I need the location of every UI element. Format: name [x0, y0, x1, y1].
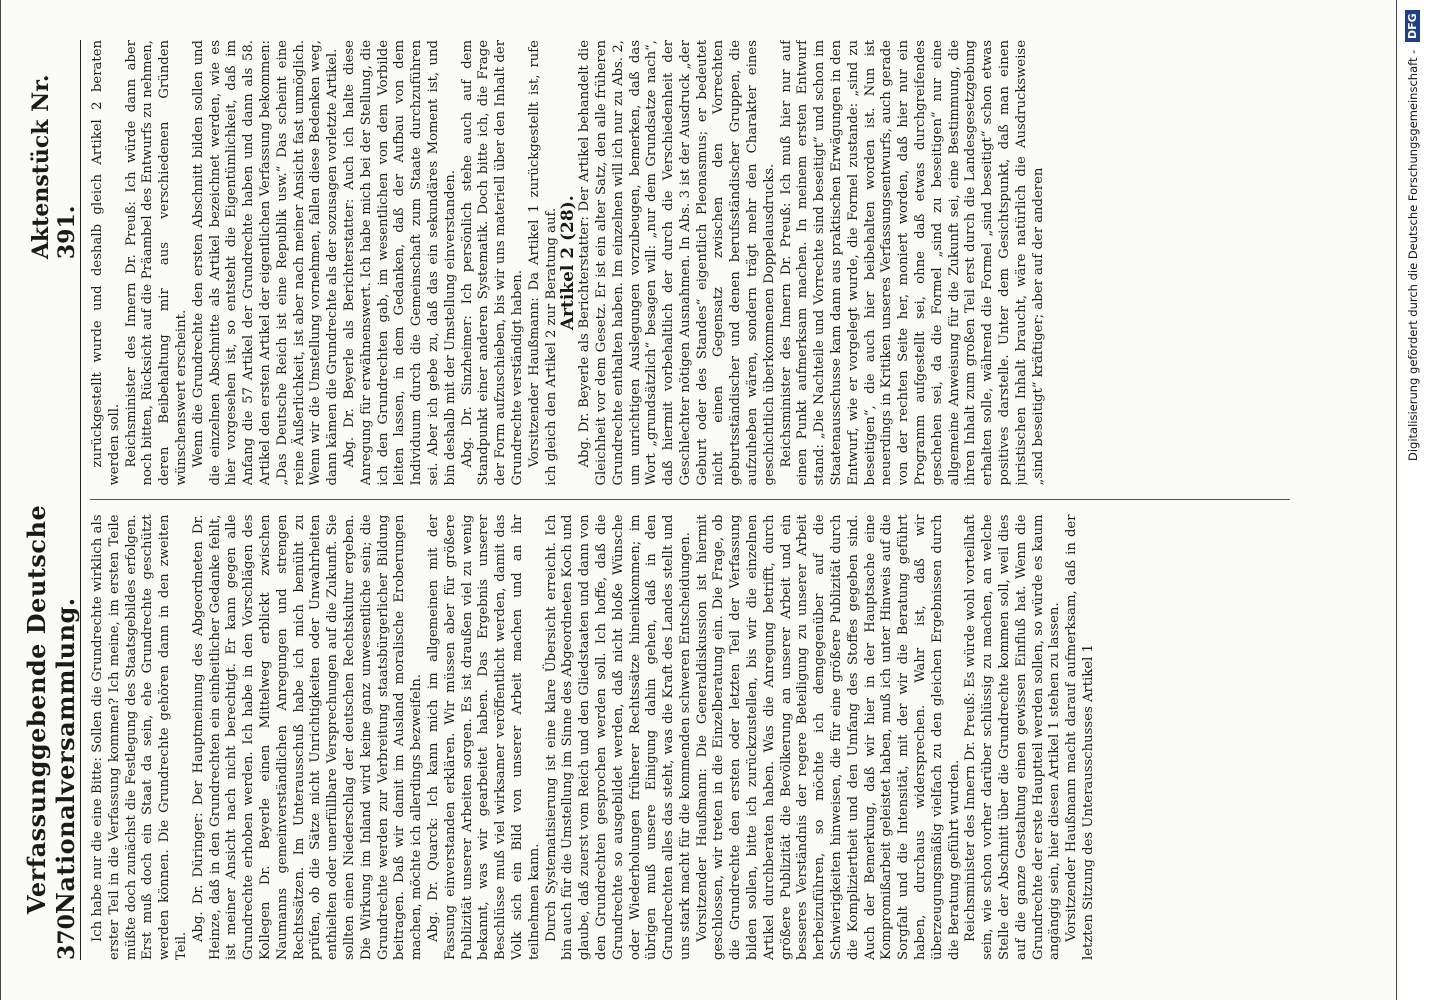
right-column — [90, 40, 1290, 486]
column-rule — [90, 500, 1290, 501]
right-column-top — [90, 40, 560, 486]
paragraph: Reichsminister des Innern Dr. Preuß: Ich würde dann aber noch bitten, Rücksicht auf die Präambel des Entwurfs zu nehmen, deren Beibehaltung mir aus verschiedenen Gründen wünschenswert erscheint. — [123, 40, 189, 486]
paragraph: Ich habe nur die eine Bitte: Sollen die Grundrechte wirklich als erster Teil in die Verfassung kommen? Ich meine, im ersten Teile müßte doch zunächst die Festlegung des Staatsgebildes erfolgen. Erst muß doch ein Staat da sein, ehe Grundrechte geschützt werden können. Die Grundrechte gehören dann in den zweiten Teil. — [90, 514, 189, 960]
funding-text: Digitalisierung gefördert durch die Deutsche Forschungsgemeinschaft - — [1406, 49, 1420, 461]
right-column-bottom — [577, 40, 1047, 486]
paragraph: Abg. Dr. Düringer: Der Hauptmeinung des Abgeordneten Dr. Heinze, daß in den Grundrechten ein einheitlicher Gedanke fehlt, ist meiner Ansicht nach nicht berechtigt. Er kann gegen alle Grundrechte erhoben werden. Ich habe in den Vorschlägen des Kollegen Dr. Beyerle einen Mittelweg erblickt zwischen Naumanns gemeinverständlichen Anregungen und strengen Rechtssätzen. Im Unterausschuß habe ich mich bemüht zu prüfen, ob die Sätze nicht Unrichtigkeiten oder Unwahrheiten enthielten oder unerfüllbare Versprechungen auf die Zukunft. Sie sollten einen Niederschlag der deutschen Rechtskultur ergeben. Die Wirkung im Inland wird keine ganz unwesentliche sein; die Grundrechte werden zur Verbreitung staatsbürgerlicher Bildung beitragen. Daß wir damit im Ausland moralische Eroberungen machen, möchte ich allerdings bezweifeln. — [190, 514, 425, 960]
paragraph: Durch Systematisierung ist eine klare Übersicht erreicht. Ich bin auch für die Umstellung im Sinne des Abgeordneten Koch und glaube, daß zuerst vom Reich und den Gliedstaaten und dann von den Grundrechten gesprochen werden soll. Ich hoffe, daß die Grundrechte so ausgebildet werden, daß nicht bloße Wünsche oder Wiederholungen früherer Rechtssätze hineinkommen; im übrigen muß unsere Einigung dahin gehen, daß in den Grundrechten alles das steht, was die Kraft des Landes stellt und uns stark macht für die kommenden schweren Entscheidungen. — [543, 514, 693, 960]
rotated-page-content — [22, 30, 1300, 970]
funding-note — [1405, 10, 1420, 970]
sidebar-credit — [1400, 0, 1434, 1000]
paragraph: Vorsitzender Haußmann: Die Generaldiskussion ist hiermit geschlossen, wir treten in die Einzelberatung ein. Die Frage, ob die Grundrechte den ersten oder letzten Teil der Verfassung bilden sollen, bitte ich zurückzustellen, bis wir die einzelnen Artikel durchberaten haben. Was die Anregung betrifft, durch größere Publizität die Bevölkerung an unserer Arbeit und ein besseres Verständnis der regere Beteiligung zu unserer Arbeit herbeizuführen, so möchte ich demgegenüber auf die Schwierigkeiten hinweisen, die für eine größere Publizität durch die Kompliziertheit und den Umfang des Stoffes gegeben sind. Auch der Bemerkung, daß wir hier in der Hauptsache eine Kompromißarbeit geleistet haben, muß ich unter Hinweis auf die Sorgfalt und die Intensität, mit der wir die Beratung geführt haben, durchaus widersprechen. Wahr ist, daß wir überzeugungsmäßig vielfach zu den gleichen Ergebnissen durch die Beratung geführt wurden. — [694, 514, 962, 960]
page-number: 370 — [54, 914, 80, 960]
paragraph: Reichsminister des Innern Dr. Preuß: Ich muß hier nur auf einen Punkt aufmerksam machen. In meinem ersten Entwurf stand: „Die Nachteile und Vorrechte sind beseitigt“ und schon im Staatenausschusse kam dann aus praktischen Erwägungen in den Entwurf, wie er vorgelegt wurde, die Formel zustande: „sind zu beseitigen“, die auch hier beibehalten worden ist. Nun ist neuerdings in Kritiken unseres Verfassungsentwurfs, auch gerade von der rechten Seite her, moniert worden, daß hier nur ein Programm aufgestellt sei, ohne daß etwas durchgreifendes geschehen sei, da die Formel „sind zu beseitigen“ nur eine allgemeine Anweisung für die Zukunft sei, eine Bestimmung, die ihren Inhalt zum großen Teil erst durch die Landesgesetzgebung erhalten solle, während die Formel „sind beseitigt“ schon etwas positives darstelle. Unter dem Gesichtspunkt, daß man einen juristischen Inhalt braucht, wäre natürlich die Ausdrucksweise „sind beseitigt“ kräftiger; aber auf der anderen — [778, 40, 1046, 486]
text-columns — [90, 40, 1290, 960]
article-heading: Artikel 2 (28). — [558, 195, 579, 331]
page-header — [22, 40, 81, 960]
publication-title: Verfassunggebende Deutsche Nationalversammlung. — [22, 504, 80, 915]
page-edge-left — [0, 0, 1, 1000]
dfg-logo: DFG — [1405, 10, 1420, 42]
document-number: Aktenstück Nr. 391. — [28, 74, 80, 260]
paragraph: Vorsitzender Haußmann: Da Artikel 1 zurückgestellt ist, rufe ich gleich den Artikel 2 zur Beratung auf. — [526, 40, 559, 486]
left-column — [90, 515, 1290, 961]
paragraph: Abg. Dr. Beyerle als Berichterstatter: Auch ich halte diese Anregung für erwähnenswert. Ich habe mich bei der Stellung, die ich den Grundrechten gab, im wesentlichen von dem Vorbilde leiten lassen, in dem Gedanken, daß der Aufbau von dem Individuum durch die Gemeinschaft zum Staate durchzuführen sei. Aber ich gebe zu, daß das ein sekundäres Moment ist, und bin deshalb mit der Umstellung einverstanden. — [341, 40, 458, 486]
page — [22, 30, 1300, 970]
paragraph: Wenn die Grundrechte den ersten Abschnitt bilden sollen und die einzelnen Abschnitte als Artikel bezeichnet werden, wie es hier vorgesehen ist, so entsteht die Eigentümlichkeit, daß im Anfang die 57 Artikel der Grundrechte haben und dann als 58. Artikel den ersten Artikel der eigentlichen Verfassung bekommen: „Das Deutsche Reich ist eine Republik usw.“ Das scheint eine reine Äußerlichkeit, ist aber nach meiner Ansicht fast unmöglich. Wenn wir die Umstellung vornehmen, fallen diese Bedenken weg, dann kämen die Grundrechte als der sozusagen vorletzte Artikel. — [190, 40, 341, 486]
paragraph: Abg. Dr. Quarck: Ich kann mich im allgemeinen mit der Fassung einverstanden erklären. Wir müssen aber für größere Publizität unserer Arbeiten sorgen. Es ist draußen viel zu wenig bekannt, was wir gearbeitet haben. Das Ergebnis unserer Beschlüsse muß viel wirksamer veröffentlicht werden, damit das Volk sich ein Bild von unserer Arbeit machen und an ihr teilnehmen kann. — [425, 514, 542, 960]
paragraph: Reichsminister des Innern Dr. Preuß: Es würde wohl vorteilhaft sein, wie schon vorher darüber schlüssig zu machen, an welche Stelle der Abschnitt über die Grundrechte kommen soll, weil dies auf die ganze Gestaltung einen gewissen Einfluß hat. Wenn die Grundrechte der erste Hauptteil werden sollen, so würde es kaum angängig sein, hier diesen Artikel 1 stehen zu lassen. — [963, 514, 1063, 960]
paragraph: Vorsitzender Haußmann macht darauf aufmerksam, daß in der letzten Sitzung des Unterausschusses Artikel 1 — [1064, 514, 1097, 960]
paragraph: Abg. Dr. Beyerle als Berichterstatter: Der Artikel behandelt die Gleichheit vor dem Gesetz. Er ist ein alter Satz, den alle früheren Grundrechte enthalten haben. Im einzelnen will ich nur zu Abs. 2, um unrichtigen Auslegungen vorzubeugen, bemerken, daß das Wort „grundsätzlich“ besagen will: „nur dem Grundsatze nach“, daß hiermit vorbehaltlich der durch die Verschiedenheit der Geschlechter nötigen Ausnahmen. In Abs. 3 ist der Ausdruck „der Geburt oder des Standes“ eigentlich Pleonasmus; er bedeutet nicht einen Gegensatz zwischen den Vorrechten geburtsständischer und denen berufsständischer Gruppen, die aufzuheben wären, sondern trägt mehr den Charakter eines geschichtlich überkommenen Doppelausdrucks. — [577, 40, 777, 486]
paragraph: Abg. Dr. Sinzheimer: Ich persönlich stehe auch auf dem Standpunkt einer anderen Systematik. Doch bitte ich, die Frage der Form aufzuschieben, bis wir uns materiell über den Inhalt der Grundrechte verständigt haben. — [459, 40, 525, 486]
paragraph: zurückgestellt wurde und deshalb gleich Artikel 2 beraten werden soll. — [90, 40, 122, 486]
page-edge-right — [1396, 0, 1397, 1000]
